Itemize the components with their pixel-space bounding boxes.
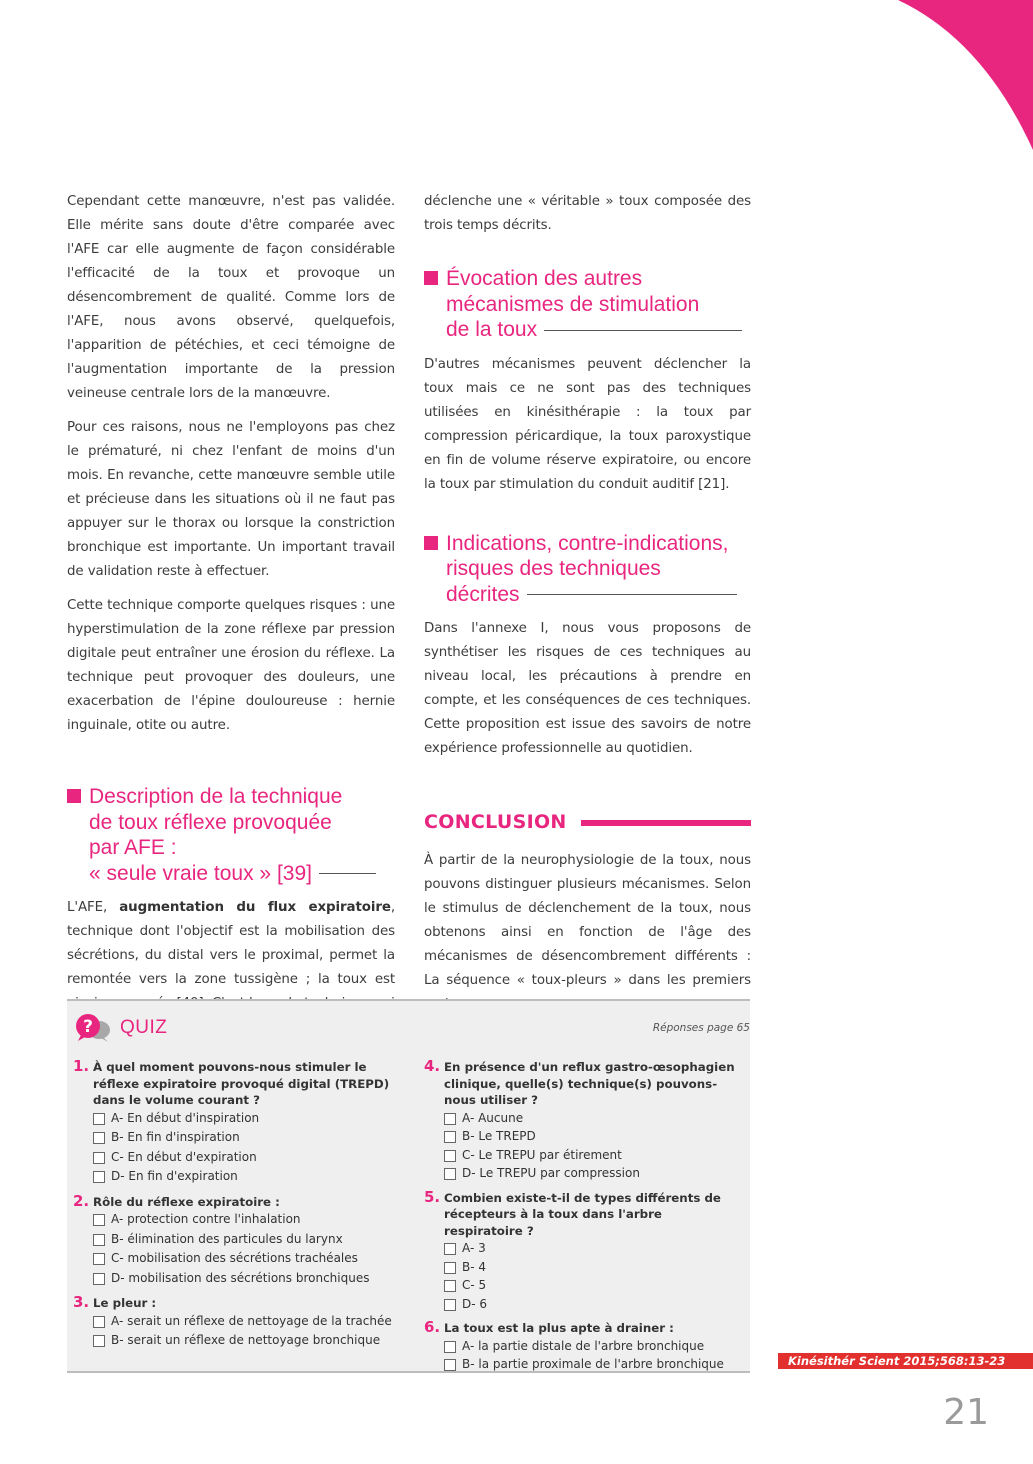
checkbox[interactable]	[93, 1132, 105, 1144]
paragraph: Pour ces raisons, nous ne l'employons pas chez le prématuré, ni chez l'enfant de moins d'un mois. En revanche, cette manœuvre semble utile et précieuse dans les situations où il ne faut pas appuyer sur le thorax ou lorsque la constriction bronchique est importante. Un important travail de validation reste à effectuer.	[67, 420, 395, 579]
quiz-option[interactable]: A- protection contre l'inhalation	[93, 1210, 393, 1230]
checkbox[interactable]	[93, 1171, 105, 1183]
quiz-option[interactable]: D- 6	[444, 1295, 744, 1314]
checkbox[interactable]	[93, 1273, 105, 1285]
quiz-option[interactable]: C- Le TREPU par étirement	[444, 1146, 744, 1165]
conclusion-heading: CONCLUSION	[424, 811, 751, 837]
quiz-column-right	[424, 1059, 744, 1381]
quiz-option[interactable]: D- Le TREPU par compression	[444, 1164, 744, 1183]
paragraph: D'autres mécanismes peuvent déclencher la toux mais ce ne sont pas des techniques utilisées en kinésithérapie : la toux par compression péricardique, la toux paroxystique en fin de volume réserve expiratoire, ou encore la toux par stimulation du conduit auditif [21].	[424, 356, 751, 492]
section-heading-evocation: Évocation des autres mécanismes de stimulation de la toux	[424, 266, 751, 343]
quiz-option[interactable]: B- Le TREPD	[444, 1127, 744, 1146]
quiz-question: 3. Le pleur : A- serait un réflexe de nettoyage de la trachée B- serait un réflexe de nettoyage bronchique	[73, 1295, 393, 1351]
checkbox[interactable]	[93, 1316, 105, 1328]
quiz-option[interactable]: D- mobilisation des sécrétions bronchiques	[93, 1269, 393, 1289]
paragraph: À partir de la neurophysiologie de la toux, nous pouvons distinguer plusieurs mécanismes. Selon le stimulus de déclenchement de la toux, nous obtenons ainsi en fonction de l'âge des mécanismes de désencombrement différents : La séquence « toux-pleurs » dans les premiers	[424, 853, 751, 988]
quiz-option[interactable]: D- En fin d'expiration	[93, 1167, 393, 1187]
heading-rule	[527, 594, 737, 595]
checkbox[interactable]	[444, 1243, 456, 1255]
journal-reference-band	[778, 1353, 1033, 1369]
quiz-question: 1. À quel moment pouvons-nous stimuler le réflexe expiratoire provoqué digital (TREPD) dans le volume courant ? A- En début d'inspiration B- En fin d'inspiration C- En début d'expiration D- En fin d'expiration	[73, 1059, 393, 1187]
quiz-header	[75, 1013, 758, 1043]
quiz-option[interactable]: B- En fin d'inspiration	[93, 1128, 393, 1148]
quiz-option[interactable]: C- mobilisation des sécrétions trachéales	[93, 1249, 393, 1269]
paragraph: Cependant cette manœuvre, n'est pas validée. Elle mérite sans doute d'être comparée avec l'AFE car elle augmente de façon considérable l'efficacité de la toux et provoque un désencombrement de qualité. Comme lors de l'AFE, nous avons observé, quelquefois, l'apparition de pétéchies, et ceci témoigne de l'augmentation importante de la pression veineuse centrale lors de la manœuvre.	[67, 194, 395, 401]
quiz-question: 2. Rôle du réflexe expiratoire : A- protection contre l'inhalation B- élimination des particules du larynx C- mobilisation des sécrétions trachéales D- mobilisation des sécrétions bronchiques	[73, 1194, 393, 1289]
checkbox[interactable]	[444, 1113, 456, 1125]
checkbox[interactable]	[444, 1168, 456, 1180]
paragraph: déclenche une « véritable » toux composée des trois temps décrits.	[424, 194, 751, 233]
checkbox[interactable]	[444, 1359, 456, 1371]
heading-bullet-icon	[424, 536, 438, 550]
quiz-title: QUIZ	[120, 1017, 168, 1038]
quiz-option[interactable]: B- 4	[444, 1258, 744, 1277]
quiz-option[interactable]: C- 5	[444, 1276, 744, 1295]
journal-reference: Kinésithér Scient 2015;568:13-23	[788, 1354, 1006, 1368]
checkbox[interactable]	[93, 1152, 105, 1164]
svg-text:?: ?	[83, 1017, 93, 1037]
heading-bullet-icon	[67, 789, 81, 803]
checkbox[interactable]	[444, 1299, 456, 1311]
checkbox[interactable]	[93, 1234, 105, 1246]
paragraph: Cette technique comporte quelques risques : une hyperstimulation de la zone réflexe par pression digitale peut entraîner une érosion du réflexe. La technique peut provoquer des douleurs, une exacerbation de l'épine douloureuse : hernie inguinale, otite ou autre.	[67, 598, 395, 733]
left-column	[67, 190, 395, 1026]
heading-rule	[581, 820, 751, 826]
quiz-option[interactable]: A- 3	[444, 1239, 744, 1258]
quiz-option[interactable]: B- serait un réflexe de nettoyage bronchique	[93, 1331, 393, 1351]
quiz-option[interactable]: B- élimination des particules du larynx	[93, 1230, 393, 1250]
heading-rule	[544, 330, 742, 331]
paragraph: Dans l'annexe I, nous vous proposons de synthétiser les risques de ces techniques au niveau local, les précautions à prendre en compte, et les conséquences de ces techniques. Cette proposition est issue des savoirs de notre expérience professionnelle au quotidien.	[424, 621, 751, 756]
heading-bullet-icon	[424, 271, 438, 285]
checkbox[interactable]	[444, 1131, 456, 1143]
section-heading-indications: Indications, contre-indications, risques des techniques décrites	[424, 531, 751, 608]
checkbox[interactable]	[444, 1262, 456, 1274]
quiz-box	[67, 999, 750, 1373]
checkbox[interactable]	[444, 1280, 456, 1292]
quiz-option[interactable]: A- En début d'inspiration	[93, 1109, 393, 1129]
page-number: 21	[943, 1392, 989, 1433]
quiz-question: 5. Combien existe-t-il de types différents de récepteurs à la toux dans l'arbre respiratoire ? A- 3 B- 4 C- 5 D- 6	[424, 1190, 744, 1314]
quiz-column-left	[73, 1059, 393, 1358]
quiz-question: 6. La toux est la plus apte à drainer : A- la partie distale de l'arbre bronchique B- la partie proximale de l'arbre bronchique	[424, 1320, 744, 1374]
checkbox[interactable]	[93, 1214, 105, 1226]
quiz-option[interactable]: A- la partie distale de l'arbre bronchique	[444, 1337, 744, 1356]
quiz-question: 4. En présence d'un reflux gastro-œsophagien clinique, quelle(s) technique(s) pouvons-nous utiliser ? A- Aucune B- Le TREPD C- Le TREPU par étirement D- Le TREPU par compression	[424, 1059, 744, 1183]
corner-decoration	[863, 0, 1033, 170]
checkbox[interactable]	[93, 1113, 105, 1125]
checkbox[interactable]	[444, 1341, 456, 1353]
section-heading-afe: Description de la technique de toux réflexe provoquée par AFE : « seule vraie toux » [39]	[67, 784, 395, 886]
quiz-speech-bubble-icon	[75, 1013, 111, 1043]
quiz-option[interactable]: A- Aucune	[444, 1109, 744, 1128]
quiz-option[interactable]: B- la partie proximale de l'arbre bronchique	[444, 1355, 744, 1374]
quiz-option[interactable]: C- En début d'expiration	[93, 1148, 393, 1168]
right-column	[424, 190, 751, 1027]
checkbox[interactable]	[444, 1150, 456, 1162]
checkbox[interactable]	[93, 1335, 105, 1347]
quiz-answers-reference: Réponses page 65	[652, 1022, 750, 1034]
checkbox[interactable]	[93, 1253, 105, 1265]
paragraph: L'AFE, augmentation du flux expiratoire, technique dont l'objectif est la mobilisation des sécrétions, du distal vers le proximal, permet la remontée vers la zone tussigène ; la toux est	[67, 900, 395, 987]
quiz-option[interactable]: A- serait un réflexe de nettoyage de la trachée	[93, 1312, 393, 1332]
heading-rule	[319, 873, 376, 874]
